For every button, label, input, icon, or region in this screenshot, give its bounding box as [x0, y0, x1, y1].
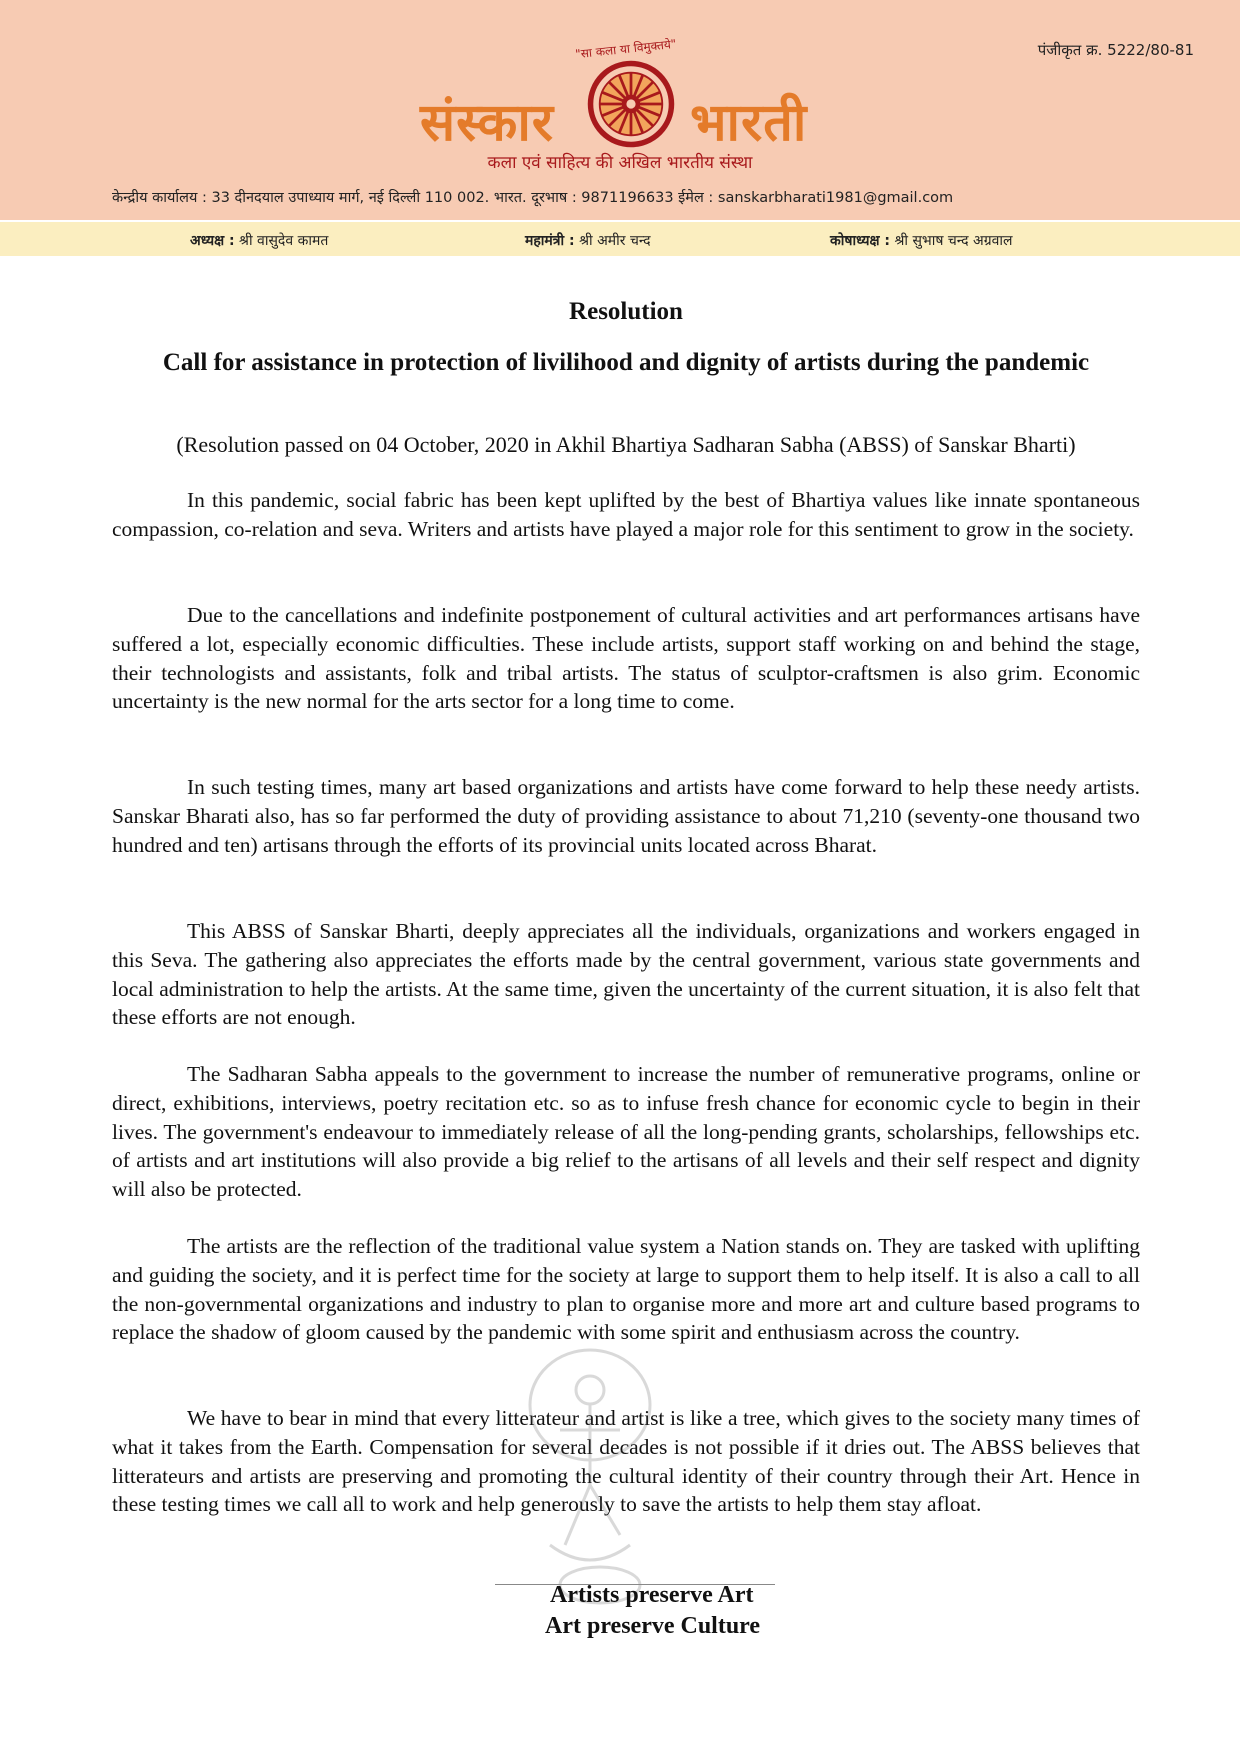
body-paragraph: We have to bear in mind that every litterateur and artist is like a tree, which gives to the society many times of what it takes from the Earth. Compensation for several decades is not possible if it dries out. The ABSS believes that litterateurs and artists are preserving and promoting the cultural identity of their country through their Art. Hence in these testing times we call all to work and help generously to save the artists to help them stay afloat.: [112, 1406, 1140, 1517]
body-paragraph: Due to the cancellations and indefinite postponement of cultural activities and art performances artisans have suffered a lot, especially economic difficulties. These include artists, support staff working on and behind the stage, their technologists and assistants, folk and tribal artists. The status of sculptor-craftsmen is also grim. Economic uncertainty is the new normal for the arts sector for a long time to come.: [112, 603, 1140, 714]
body-paragraph: In this pandemic, social fabric has been kept uplifted by the best of Bhartiya values like innate spontaneous compassion, co-relation and seva. Writers and artists have played a major role for this sentiment to grow in the society.: [112, 488, 1140, 541]
officer-name: श्री सुभाष चन्द अग्रवाल: [894, 233, 1013, 249]
body-paragraph: The artists are the reflection of the traditional value system a Nation stands on. They are tasked with uplifting and guiding the society, and it is perfect time for the society at large to support them to help itself. It is also a call to all the non-governmental organizations and industry to plan to organise more and more art and culture based programs to replace the shadow of gloom caused by the pandemic with some spirit and enthusiasm across the country.: [112, 1234, 1140, 1345]
wheel-emblem-icon: [585, 58, 677, 150]
logo: [0, 30, 1240, 153]
registration-number: पंजीकृत क्र. 5222/80-81: [1037, 41, 1194, 59]
officer-name: श्री अमीर चन्द: [579, 233, 651, 249]
officer-role: कोषाध्यक्ष :: [830, 233, 890, 249]
office-address: केन्द्रीय कार्यालय : 33 दीनदयाल उपाध्याय मार्ग, नई दिल्ली 110 002. भारत. दूरभाष : 9871196633 ईमेल : sanskarbharati1981@gmail.com: [112, 190, 954, 206]
document-title: Resolution: [569, 298, 683, 325]
body-paragraph: The Sadharan Sabha appeals to the government to increase the number of remunerative programs, online or direct, exhibitions, interviews, poetry recitation etc. so as to infuse fresh chance for economic cycle to begin in their lives. The government's endeavour to immediately release of all the long-pending grants, scholarships, fellowships etc. of artists and art institutions will also provide a big relief to the artisans of all levels and their self respect and dignity will also be protected.: [112, 1062, 1140, 1202]
closing-line: Art preserve Culture: [545, 1613, 761, 1639]
officer-general-secretary: [525, 231, 651, 250]
officer-role: महामंत्री :: [525, 233, 575, 249]
letterhead: [0, 0, 1240, 220]
officer-treasurer: [830, 231, 1013, 250]
logo-name-left: संस्कार: [420, 93, 555, 153]
closing-line: Artists preserve Art: [550, 1582, 754, 1608]
body-paragraph: This ABSS of Sanskar Bharti, deeply appreciates all the individuals, organizations and workers engaged in this Seva. The gathering also appreciates the efforts made by the central government, various state governments and local administration to help the artists. At the same time, given the uncertainty of the current situation, it is also felt that these efforts are not enough.: [112, 919, 1140, 1030]
closing-slogan: [500, 1580, 840, 1642]
logo-tagline: "सा कला या विमुक्तये": [574, 36, 677, 62]
document-subtitle: Call for assistance in protection of livilihood and dignity of artists during the pandemic: [162, 349, 1090, 376]
logo-name-right: भारती: [690, 93, 808, 153]
resolution-note: (Resolution passed on 04 October, 2020 in Akhil Bhartiya Sadharan Sabha (ABSS) of Sanskar Bharti): [176, 432, 1076, 457]
officers-band: [0, 222, 1240, 256]
officer-name: श्री वासुदेव कामत: [239, 233, 329, 249]
dancer-watermark-icon: [490, 1335, 690, 1615]
body-paragraph: In such testing times, many art based organizations and artists have come forward to help these needy artists. Sanskar Bharati also, has so far performed the duty of providing assistance to about 71,210 (seventy-one thousand two hundred and ten) artisans through the efforts of its provincial units located across Bharat.: [112, 775, 1140, 857]
organization-subtitle: कला एवं साहित्य की अखिल भारतीय संस्था: [487, 153, 753, 173]
officer-president: [190, 231, 328, 250]
officer-role: अध्यक्ष :: [190, 233, 235, 249]
